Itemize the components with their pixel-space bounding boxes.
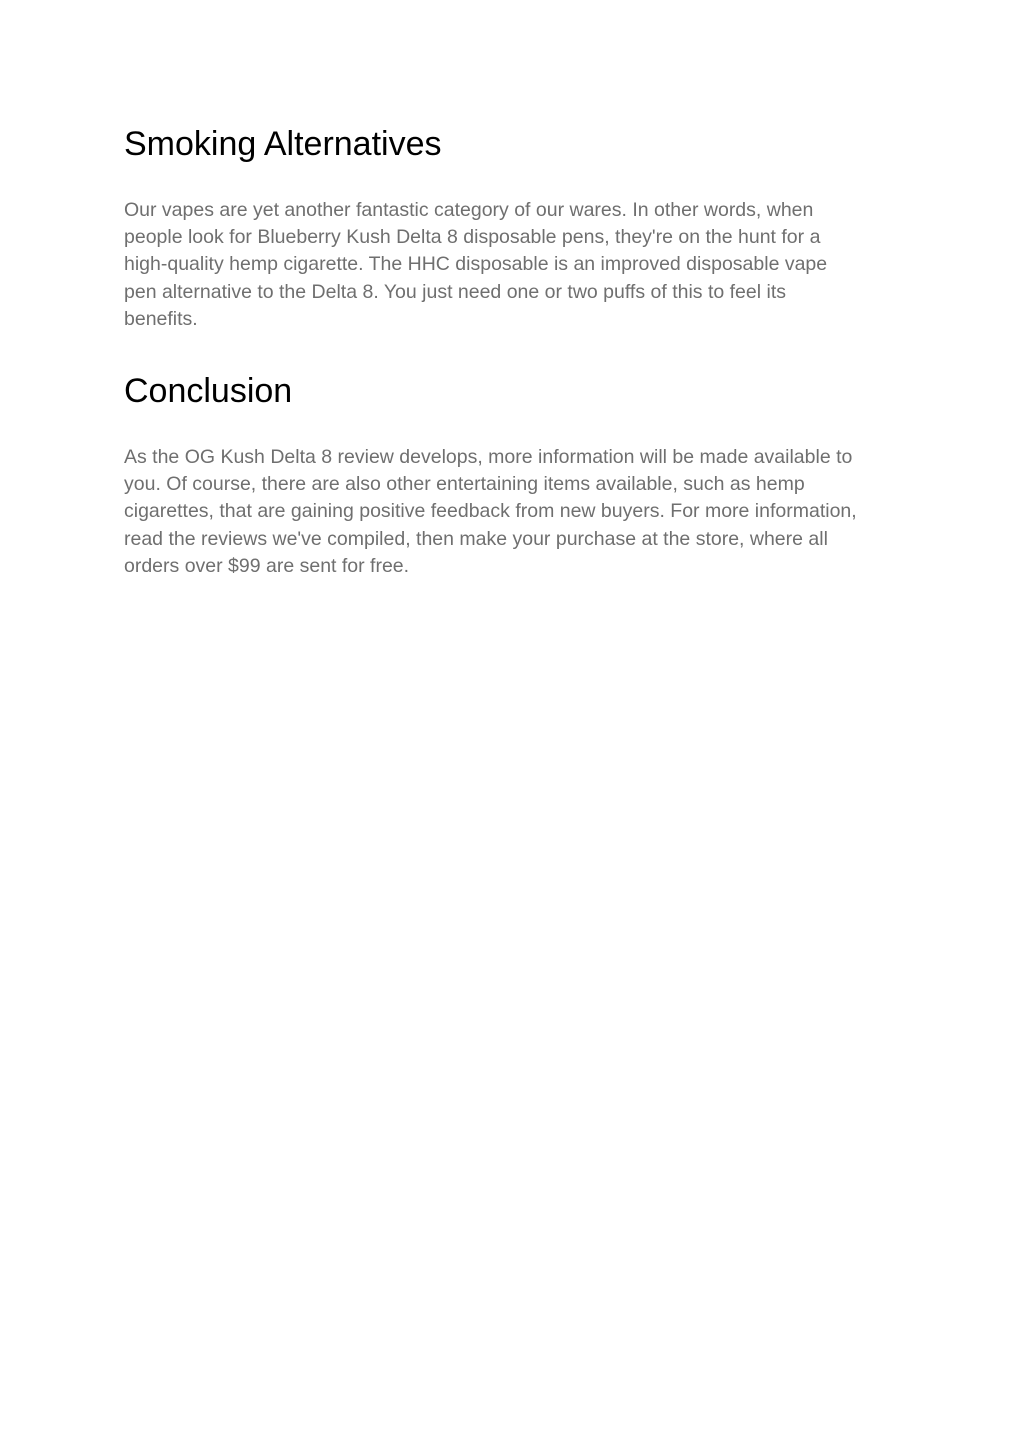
document-content xyxy=(124,122,914,580)
paragraph-line: As the OG Kush Delta 8 review develops, more information will be made available to xyxy=(124,446,853,469)
paragraph-line: people look for Blueberry Kush Delta 8 disposable pens, they're on the hunt for a xyxy=(124,226,821,249)
paragraph-line: read the reviews we've compiled, then make your purchase at the store, where all xyxy=(124,527,828,550)
section-heading-smoking-alternatives: Smoking Alternatives xyxy=(124,125,442,163)
paragraph-line: orders over $99 are sent for free. xyxy=(124,554,410,577)
paragraph-line: high-quality hemp cigarette. The HHC disposable is an improved disposable vape xyxy=(124,253,828,276)
section-heading-conclusion: Conclusion xyxy=(124,372,293,411)
section-paragraph-conclusion xyxy=(124,444,914,580)
paragraph-line: benefits. xyxy=(124,307,198,330)
paragraph-line: cigarettes, that are gaining positive feedback from new buyers. For more information, xyxy=(124,500,857,523)
paragraph-line: you. Of course, there are also other entertaining items available, such as hemp xyxy=(124,473,805,496)
section-paragraph-smoking-alternatives xyxy=(124,197,914,333)
paragraph-line: Our vapes are yet another fantastic category of our wares. In other words, when xyxy=(124,199,814,221)
paragraph-line: pen alternative to the Delta 8. You just need one or two puffs of this to feel its xyxy=(124,280,786,303)
